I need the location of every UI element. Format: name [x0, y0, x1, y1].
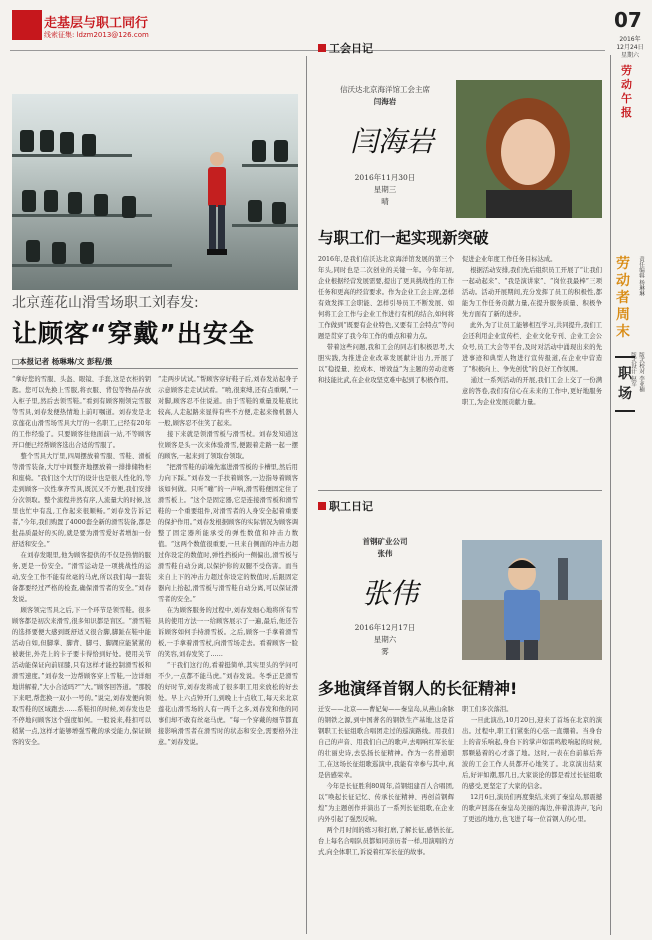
worker-diary-col1: 迁安——北京——曹妃甸——秦皇岛,从燕山余脉的钢铁之源,到中国著名的钢铁生产基地,这是首钢职工长征组歌合唱团走过的巡演路线。用我们自己的声音、用我们自己的歌声,去唱响红军长征的壮丽史诗,去弘扬长征精神。作为一名普通职工,在这场长征组歌巡演中,我能有幸参与其中,真是倍感荣幸。 今年是长征胜利80周年,首钢组建百人合唱团,以“唤起长征记忆、传承长征精神、再创首钢辉煌”为主题创作并演出了一系列长征组歌,在企业内外引起了强烈反响。 两个月时间的练习和打磨,了解长征,感悟长征,台上每名合唱队员都如同亲历者一样,用演唱的方式,向全体职工,诉说着红军长征的故事。: [318, 706, 454, 856]
section-square-icon: [318, 44, 326, 52]
union-diary-signature: 闫海岩: [350, 125, 435, 158]
union-diary-headline: 与职工们一起实现新突破: [318, 229, 489, 247]
lead-body-col2: “走两步试试。”帮顾客穿好鞋子后,刘春发站起身子示意顾客走走试试看。“哟,很束缚,还有点重啊,”一对脚,顾客忍不住说道。由于雪鞋的重量及鞋底比较高,人走起路来显得有些不方便,走起来像机器人一般,顾客忍不住笑了起来。 接下来就是领滑雪板与滑雪杖。刘春发知道这位顾客是头一次来体验滑雪,便跟着走路一起一摆的顾客,一起来到了领取台领取。 “把滑雪鞋的前端先塞进滑雪板的卡槽里,然后用力向下踩。”刘春发一手扶着顾客,一边指导着顾客该如何做。只听“嘣”的一声响,滑雪鞋便固定住了滑雪板上。“这个是固定器,它是连接滑雪板和滑雪鞋的一个重要组件,对滑雪者的人身安全起着重要的保护作用。”刘春发根据顾客的实际情况为顾客调整了固定器所能承受的弹性数值和冲击力数值。“这两个数值很重要,一旦来自侧面的冲击力超过你设定的数值时,弹性挡板向一侧偏出,滑雪板与滑雪鞋自动分离,以保护你的双腿不受伤害。而当来自上下的冲击力超过你设定的数值时,后跟固定器向上抬起,滑雪板与滑雪鞋自动分离,可以保证滑雪者的安全。” 在为顾客服务的过程中,刘春发细心地将所有雪具的使用方法一一给顾客展示了一遍,最后,他还告诉顾客如何手持滑雪板。之后,顾客一手拿着滑雪板,一手拿着滑雪杖,向滑雪场走去。看着顾客一脸的笑容,刘春发笑了…… “干我们这行的,看着挺简单,其实里头的学问可不少,一点都不能马虎。”刘春发说。冬季正是滑雪的好时节,刘春发将成了很多职工用来放松的好去处。早上六点钟开门,到晚上十点收工,每天来北京莲花山滑雪场的人有一两千之多,刘春发和他的同事们却不敢有丝毫马虎。“每一个穿戴的细节都直接影响滑雪者在滑雪时的状态和安全,需要格外注意。”刘春发说。: [158, 376, 298, 746]
masthead-emblem: [12, 10, 42, 40]
section-square-icon: [318, 502, 326, 510]
side-divider: [610, 55, 611, 935]
weekly-label: 劳动者周末: [616, 256, 630, 340]
masthead-title: 走基层与职工同行: [44, 16, 149, 31]
lead-headline: 让顾客“穿戴”出安全: [12, 319, 255, 348]
worker-diary-date: 2016年12月17日: [354, 623, 416, 632]
top-rule: [10, 50, 605, 51]
union-diary-weather: 晴: [381, 197, 389, 206]
worker-diary-col2: 职工们多次落泪。 一旦此演出,10月20日,迎来了首场在北京的演出。过程中,职工们紧张的心弦一直绷着。当身台上的音乐响起,身台下的掌声如雷鸣般响起的时候,那颗悬着的心才落了地。这时,一表在台前慕后奔波的工会工作人员都开心地笑了。北京演出结束后,好评如潮,那几日,大家谈论的都是看过长征组歌的感受,更坚定了大家的信念。 12月6日,演员们再度集结,来到了秦皇岛,那震撼的歌声回荡在秦皇岛美丽的海边,伴着浪涛声,飞向了更远的地方,也飞进了每一位首钢人的心里。: [462, 706, 602, 823]
lead-photo: [12, 94, 298, 290]
paper-name: 劳动午报: [621, 64, 632, 119]
lead-subheading: 北京莲花山滑雪场职工刘春发:: [12, 295, 199, 311]
credit-designer: 版式设计 赵军: [630, 352, 636, 387]
lead-byline: □本报记者 杨琳琳/文 彭程/摄: [12, 357, 113, 366]
masthead-submission: 线索征集: ldzm2013@126.com: [44, 31, 149, 39]
page-number: 07: [614, 8, 642, 32]
union-diary-section-label: 工会日记: [329, 42, 373, 55]
union-diary-col1: 2016年,是我们信沃达北京海洋馆发展的第三个年头,同时也是二次创业的关键一年。今年年初,企业根据经营发展需要,提出了更具挑战性的工作任务和更高的经营要求。作为企业工会主席,怎样有效发挥工会职能、怎样引导员工不断发展、如何将工会工作与企业工作进行有机的结合,如何将工作做到“既要有企业特色,又要有工会特点”等问题是贯穿了我今年工作的重点和着力点。 带着这些问题,我和工会的同志们积极思考,大胆实践,为推进企业改革发展献计出力,开展了以“稳提量、控成本、增效益”为主题的劳动竞赛和技能比武,在企业攻坚克难中起到了积极作用。: [318, 256, 454, 384]
issue-date: 2016年 12月24日 星期六: [616, 36, 644, 59]
union-diary-author: 闫海岩: [373, 97, 397, 106]
worker-diary-section: [318, 498, 373, 514]
worker-diary-headline: 多地演绎首钢人的长征精神!: [318, 679, 518, 698]
diary-separator: [318, 490, 602, 491]
worker-diary-signature: 张伟: [362, 577, 419, 610]
union-diary-date: 2016年11月30日: [354, 173, 416, 182]
union-diary-weekday: 星期三: [373, 185, 397, 194]
section-label: 职场: [615, 356, 635, 412]
lead-byline-rule: [12, 368, 298, 369]
worker-diary-weather: 雾: [381, 647, 389, 656]
worker-diary-portrait: [462, 540, 602, 660]
credit-editor: 责任编辑 杨琳琳: [638, 256, 644, 297]
worker-diary-company: 首钢矿业公司: [362, 537, 408, 546]
worker-diary-author: 张伟: [377, 549, 393, 558]
union-diary-section: [318, 40, 373, 56]
union-diary-col2: 促进企业年度工作任务目标达成。 根据活动安排,我们先后组织员工开展了“让我们一起动起来”、“我是演讲家”、“岗位我最棒”三项活动。活动开展期间,充分发挥了员工的积极性,都能为工作任务贡献力量,在提升服务质量、积极争先方面有了新的进步。 此外,为了让员工能够相互学习,共同提升,我们工会还利用企业宣传栏、企业文化专刊、企业工会公众号,员工大会等平台,及时对活动中涌现出来的先进事迹和典型人物进行宣传报道,在企业中营造了“积极向上、争先创优”的良好工作氛围。 通过一系列活动的开展,我们工会上交了一份满意的答卷,我们有信心在未来的工作中,更好地服务职工,为企业发展贡献力量。: [462, 256, 602, 406]
column-divider: [306, 56, 307, 934]
union-diary-author-title: 信沃达北京海洋馆工会主席: [340, 85, 430, 94]
worker-diary-section-label: 职工日记: [329, 500, 373, 513]
worker-diary-weekday: 星期六: [373, 635, 397, 644]
masthead-logo: [12, 10, 149, 46]
lead-body-col1: “拿好您的雪服、头盔、眼镜、手套,这是衣柜的钥匙。您可以先换上雪服,将衣服、背包等物品存放入柜子里,然后去领雪鞋。”看到有顾客刚领完雪服等雪具,刘春发便热情地上前叮嘱道。刘春发是北京莲花山滑雪场雪具大厅的一名职工,已经有20年的工作经验了。只要顾客往他面前一站,不等顾客开口便已经帮顾客选出合适的雪服了。 整个雪具大厅里,四周摆放着雪服、雪鞋、滑板等滑雪装备,大厅中间整齐地摆放着一排排储物柜和座椅。“我们这个大厅的设计也是很人性化的,等走到顾客一次性拿齐雪具,既沉又不方便,我们安排分次领取。整个流程井然有序,人流量大的时候,这里也忙中有乱,工作起来很顺畅。”刘春发告诉记者,“今年,我们购置了4000套全新的滑雪装备,都是批品质最好的买的,就是要为滑雪爱好者增加一份舒适和安全。” 在刘春发眼里,他为顾客提供的不仅是热情的服务,更是一份安全。“滑雪运动是一项挑战性的运动,安全工作不能有丝毫的马虎,所以我们每一套装备都要经过严格的检查,确保滑雪者的安全。”刘春发说。 顾客领完雪具之后,下一个环节是领雪鞋。很多顾客都是初次来滑雪,很多知识都是盲区。“滑雪鞋的选择要便大感到既舒适又很合脚,脚趾在鞋中能活动自如,但脚掌、脚背、脚弓、脚踝应能紧紧的被裹住,外壳上的卡子要卡得恰到好处。使用关节活动能保证向前屈膝,只有这样才能控制滑雪板和滑雪速度。”刘春发一边帮顾客穿上雪鞋,一边详细地讲解着,“大小合适吗?”“大。”顾客回答道。“那脱下来吧,帮您换一双小一号的。”说完,刘春发便向领取雪鞋的区域跑去……系鞋扣的时候,刘春发也是不停地问顾客这个强度如何。一般说来,鞋扣可以稍紧一点,这样才能够增强雪靴的承受能力,保证顾客的安全。: [12, 376, 151, 746]
union-diary-portrait: [456, 80, 602, 218]
credit-proofreader: 版式校对 李亚楠: [638, 352, 644, 393]
